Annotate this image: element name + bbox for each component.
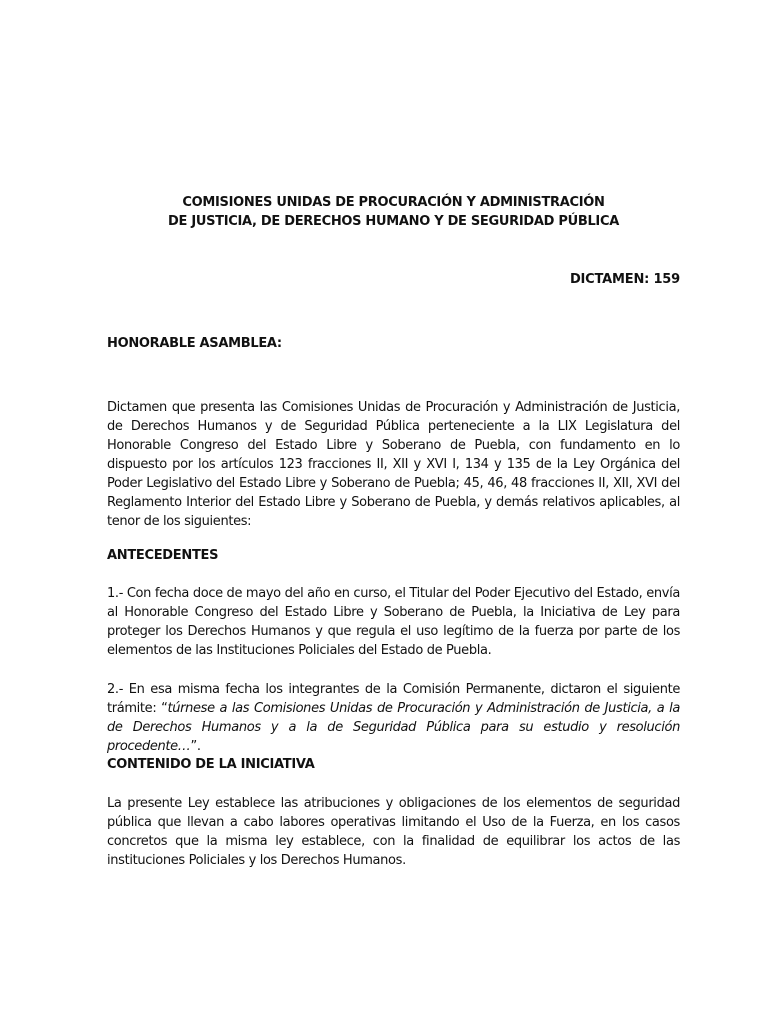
antecedente-2-quote: túrnese a las Comisiones Unidas de Procuración y Administración de Justicia, a la de Derechos Humanos y a la de Seguridad Pública para su estudio y resolución procedente… bbox=[107, 701, 680, 754]
title-line-2: DE JUSTICIA, DE DERECHOS HUMANO Y DE SEGURIDAD PÚBLICA bbox=[168, 214, 619, 229]
contenido-paragraph: La presente Ley establece las atribuciones y obligaciones de los elementos de seguridad pública que llevan a cabo labores operativas limitando el Uso de la Fuerza, en los casos concretos que la misma ley establece, con la finalidad de equilibrar los actos de las instituciones Policiales y los Derechos Humanos. bbox=[107, 796, 680, 868]
document-title bbox=[107, 193, 680, 231]
antecedente-2-paragraph bbox=[107, 680, 680, 756]
antecedentes-heading: ANTECEDENTES bbox=[107, 548, 219, 563]
title-line-1: COMISIONES UNIDAS DE PROCURACIÓN Y ADMINISTRACIÓN bbox=[182, 195, 605, 210]
contenido-heading: CONTENIDO DE LA INICIATIVA bbox=[107, 757, 315, 772]
dictamen-number: DICTAMEN: 159 bbox=[569, 272, 680, 287]
intro-paragraph: Dictamen que presenta las Comisiones Unidas de Procuración y Administración de Justicia, de Derechos Humanos y de Seguridad Pública perteneciente a la LIX Legislatura del Honorable Congreso del Estado Libre y Soberano de Puebla, con fundamento en lo dispuesto por los artículos 123 fracciones II, XII y XVI I, 134 y 135 de la Ley Orgánica del Poder Legislativo del Estado Libre y Soberano de Puebla; 45, 46, 48 fracciones II, XII, XVI del Reglamento Interior del Estado Libre y Soberano de Puebla, y demás relativos aplicables, al tenor de los siguientes: bbox=[107, 400, 680, 529]
salutation: HONORABLE ASAMBLEA: bbox=[107, 336, 282, 351]
antecedente-2-suffix: ”. bbox=[190, 739, 201, 754]
antecedente-1-paragraph: 1.- Con fecha doce de mayo del año en curso, el Titular del Poder Ejecutivo del Estado, envía al Honorable Congreso del Estado Libre y Soberano de Puebla, la Iniciativa de Ley para proteger los Derechos Humanos y que regula el uso legítimo de la fuerza por parte de los elementos de las Instituciones Policiales del Estado de Puebla. bbox=[107, 586, 680, 658]
antecedente-2-prefix: 2.- En esa misma fecha los integrantes de la Comisión Permanente, dictaron el siguiente trámite: “ bbox=[107, 682, 680, 716]
